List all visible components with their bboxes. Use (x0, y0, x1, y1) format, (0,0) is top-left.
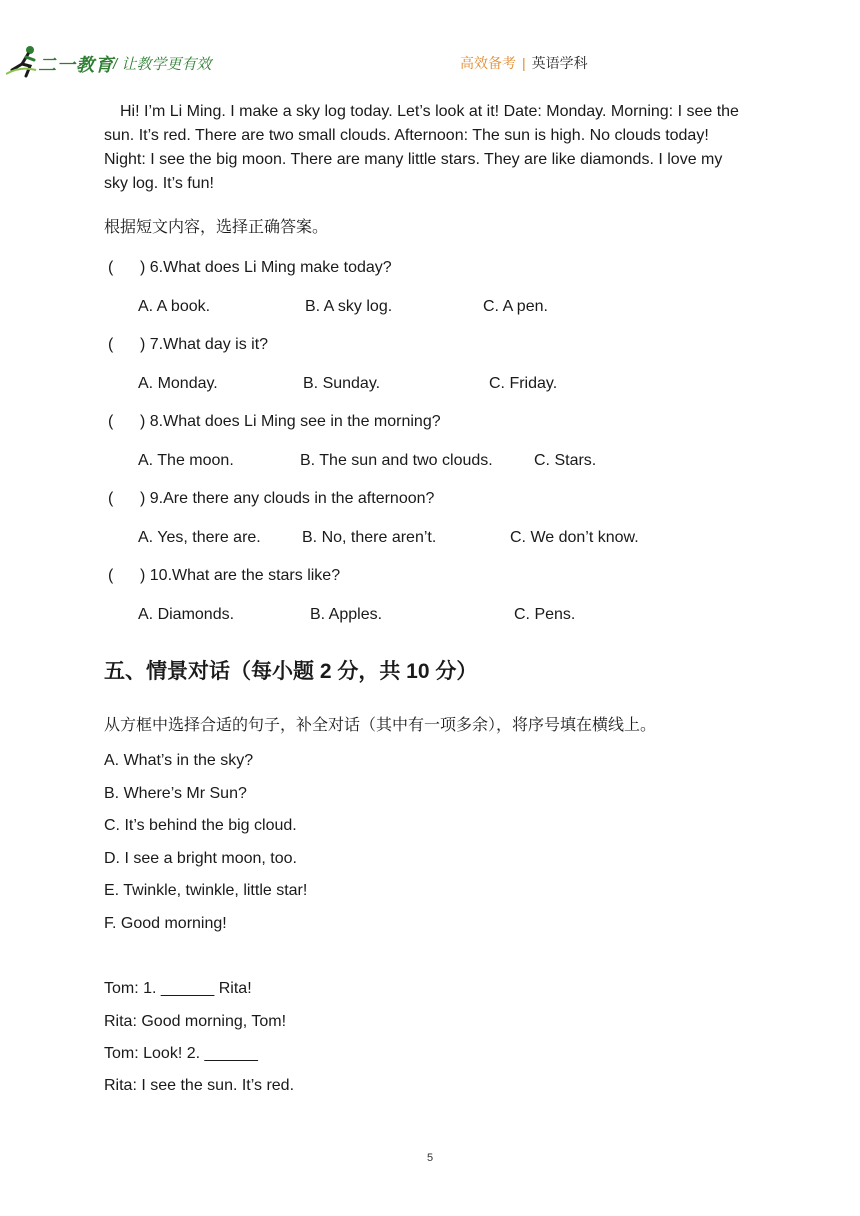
option: B. A sky log. (305, 298, 393, 315)
reading-instruction: 根据短文内容，选择正确答案。 (104, 219, 329, 236)
passage-block (104, 100, 744, 196)
option: A. Diamonds. (138, 606, 235, 623)
option: C. Pens. (514, 606, 576, 623)
answer-bracket: ( ) (108, 490, 146, 507)
answer-bracket: ( ) (108, 567, 146, 584)
choice-item: A. What’s in the sky? (104, 752, 254, 769)
option: B. The sun and two clouds. (300, 452, 493, 469)
logo-text: 二一教育 (38, 55, 114, 75)
option: B. No, there aren’t. (302, 529, 437, 546)
option: C. Friday. (489, 375, 558, 392)
reading-passage: Hi! I’m Li Ming. I make a sky log today. Let’s look at it! Date: Monday. Morning: I see the sun. It’s red. There are two small clouds. Afternoon: The sun is high. No clouds today! Night: I see the big moon. There are many little stars. They are like diamonds. I love my sky log. It’s fun! (104, 103, 739, 192)
question-text: 10.What are the stars like? (149, 567, 341, 584)
page-number: 5 (426, 1152, 434, 1164)
dialogue-line: Tom: 1. ______ Rita! (104, 980, 252, 997)
header-tag-left: 高效备考 (460, 55, 516, 71)
dialogue-line: Tom: Look! 2. ______ (104, 1045, 258, 1062)
header-tags (460, 53, 588, 73)
question-text: 9.Are there any clouds in the afternoon? (149, 490, 435, 507)
choice-item: B. Where’s Mr Sun? (104, 785, 247, 802)
option: A. Yes, there are. (138, 529, 261, 546)
option: A. The moon. (138, 452, 234, 469)
question-8 (108, 413, 441, 431)
header-separator: | (522, 55, 526, 71)
option: B. Apples. (310, 606, 383, 623)
answer-bracket: ( ) (108, 336, 146, 353)
header-slogan: / 让教学更有效 (113, 56, 212, 73)
question-9 (108, 490, 434, 508)
dialogue-line: Rita: I see the sun. It’s red. (104, 1077, 295, 1094)
answer-bracket: ( ) (108, 413, 146, 430)
dialogue-line: Rita: Good morning, Tom! (104, 1013, 287, 1030)
choice-item: D. I see a bright moon, too. (104, 850, 297, 867)
choice-item: C. It’s behind the big cloud. (104, 817, 297, 834)
question-text: 8.What does Li Ming see in the morning? (149, 413, 441, 430)
question-6 (108, 259, 392, 277)
section-instruction: 从方框中选择合适的句子，补全对话（其中有一项多余），将序号填在横线上。 (104, 717, 657, 734)
choice-item: F. Good morning! (104, 915, 227, 932)
header-tag-right: 英语学科 (531, 55, 588, 71)
option: B. Sunday. (303, 375, 381, 392)
option: C. We don’t know. (510, 529, 639, 546)
choice-item: E. Twinkle, twinkle, little star! (104, 882, 308, 899)
question-text: 6.What does Li Ming make today? (149, 259, 392, 276)
option: C. Stars. (534, 452, 597, 469)
page-header (0, 0, 860, 90)
question-text: 7.What day is it? (149, 336, 269, 353)
option: C. A pen. (483, 298, 548, 315)
question-10 (108, 567, 340, 585)
section-heading: 五、情景对话（每小题 2 分，共 10 分） (104, 660, 478, 683)
answer-bracket: ( ) (108, 259, 146, 276)
option: A. A book. (138, 298, 211, 315)
option: A. Monday. (138, 375, 218, 392)
question-7 (108, 336, 268, 354)
